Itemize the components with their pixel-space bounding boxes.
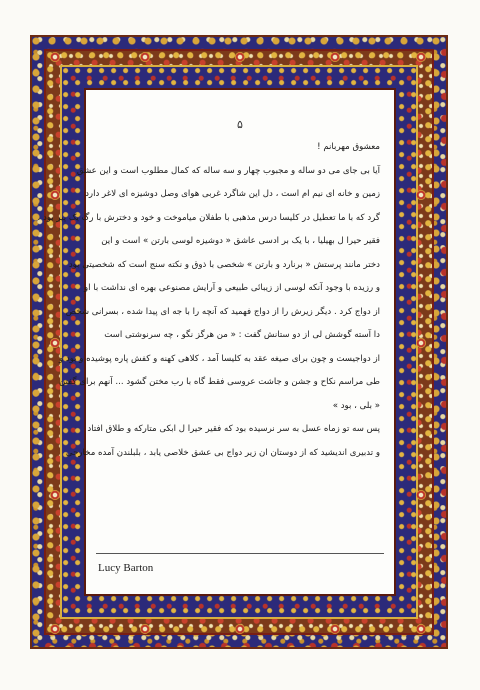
rosette-ornament xyxy=(416,52,426,62)
rosette-ornament xyxy=(330,624,340,634)
rosette-ornament xyxy=(50,490,60,500)
rosette-ornament xyxy=(416,338,426,348)
rosette-ornament xyxy=(416,624,426,634)
rosette-ornament xyxy=(140,624,150,634)
letter-line: و رزیده با وجود آنکه لوسی از زیبائی طبیعی و آرایش مصنوعی بهره ای نداشت با او xyxy=(83,283,380,293)
rosette-ornament xyxy=(235,52,245,62)
rosette-ornament xyxy=(50,52,60,62)
letter-text xyxy=(37,136,380,465)
page-number: ۵ xyxy=(237,118,243,131)
rosette-ornament xyxy=(140,52,150,62)
image-caption: Lucy Barton xyxy=(98,562,154,574)
rosette-ornament xyxy=(50,338,60,348)
letter-line: از دواجیست و چون برای صیغه عقد به کلیسا آمد ، کلاهی کهنه و کفش پاره پوشیده و بود و xyxy=(59,353,380,364)
rosette-ornament xyxy=(50,190,60,200)
letter-line: دختر مانند پرستش « برنارد و بارتن » شخصی با ذوق و نکته سنج است که شخصیتی بود xyxy=(68,259,380,270)
letter-line: « بلی ، بود » xyxy=(332,400,380,411)
letter-line: گرد که با ما تعطیل در کلیسا درس مذهبی با طفلان میاموخت و خود و دخترش با رگ یک پیر بود . xyxy=(37,212,380,223)
letter-line: فقیر حیرا ل بهیلیا ، با یک بر ادسی عاشق « دوشیزه لوسی بارتن » است و این xyxy=(101,236,380,246)
closing-line: و تدبیری اندیشید که از دوستان ان زیر دواج بی عشق خلاصی یابد ، بلبلندن آمده مخارجی xyxy=(65,447,380,458)
rosette-ornament xyxy=(330,52,340,62)
closing-line: پس سه تو زماه عسل به سر نرسیده بود که فقیر حیرا ل ابکی متارکه و طلاق افتاد xyxy=(87,424,380,434)
letter-line: زمین و خانه ای نیم ام است ، دل این شاگرد غربی هوای وصل دوشیزه ای لاغر دارد xyxy=(85,189,380,199)
text-panel xyxy=(37,88,396,596)
caption-divider xyxy=(96,553,384,554)
rosette-ornament xyxy=(416,190,426,200)
letter-line: آیا بی جای می دو ساله و مجبوب چهار و سه ساله که کمال مطلوب است و این عشق xyxy=(76,165,380,176)
rosette-ornament xyxy=(416,490,426,500)
salutation: معشوق مهربانم ! xyxy=(317,142,380,152)
letter-line: از دواج کرد . دیگر زیرش را از دواج فهمید که آنچه را با جه ای پیدا شده ، بسرانی شخص xyxy=(65,306,380,317)
letter-line: طی مراسم نکاح و جشن و جاشت عروسی فقط گاه با رب مختن گشود ... آنهم برای گفتن xyxy=(58,377,380,387)
letter-line: دا آسته گوشش لی از دو ستانش گفت : « من هرگز نگو ، چه سرنوشتی است xyxy=(104,330,380,340)
rosette-ornament xyxy=(235,624,245,634)
rosette-ornament xyxy=(50,624,60,634)
